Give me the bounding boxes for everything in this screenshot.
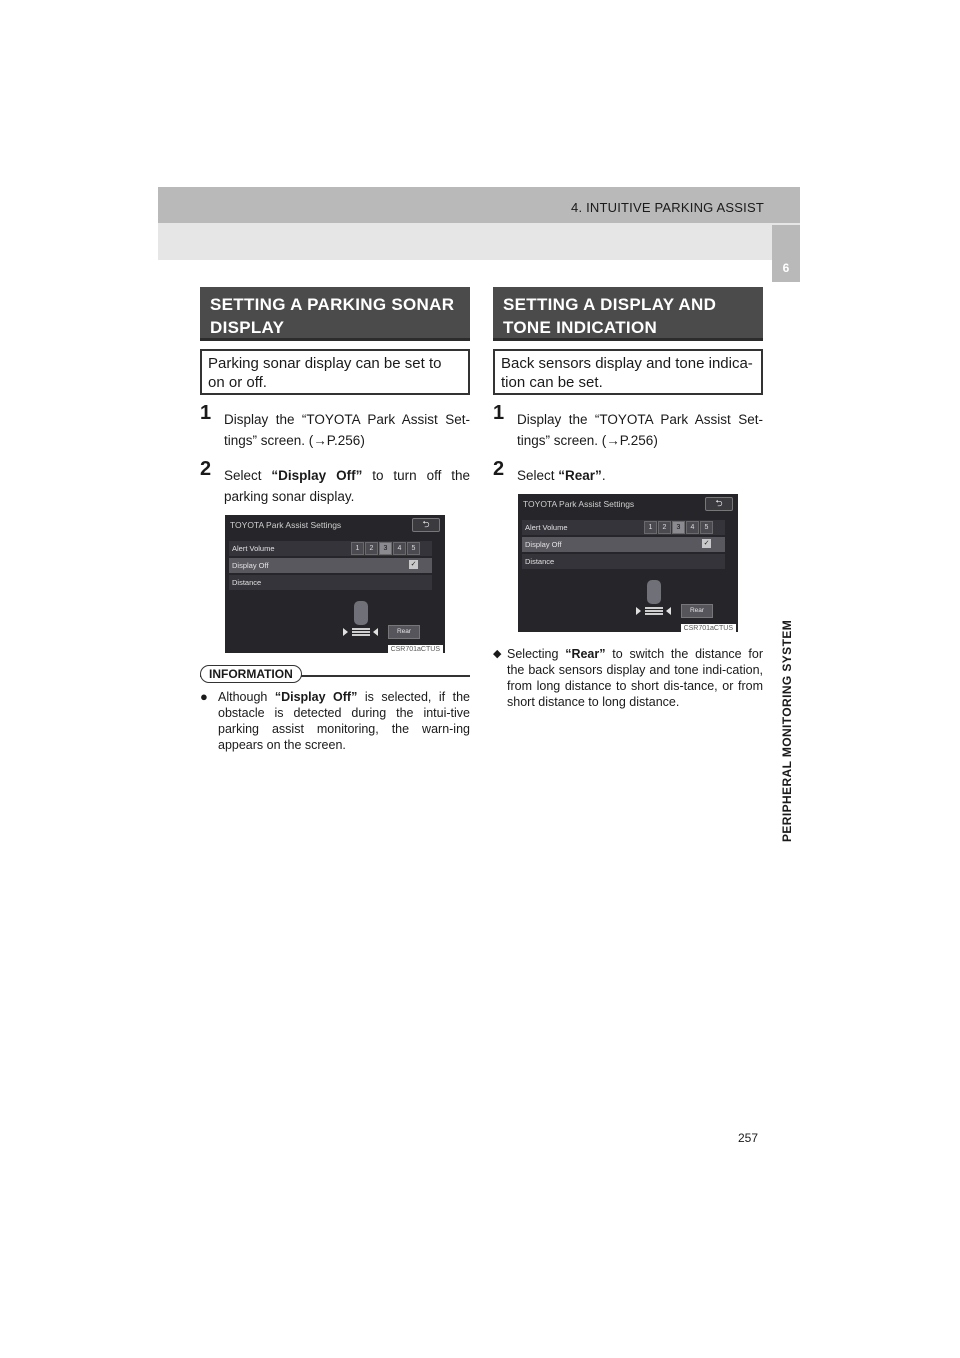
left-column: [200, 287, 470, 753]
rear-button[interactable]: Rear: [681, 604, 713, 618]
note-item: [493, 646, 763, 710]
note-pre: Selecting: [507, 647, 566, 661]
step-text-post: to turn off the parking sonar display.: [224, 468, 470, 504]
right-arrow-icon: [666, 607, 671, 615]
display-off-label: Display Off: [525, 540, 562, 549]
side-tab: [772, 225, 800, 282]
step-text-pre: Select: [517, 468, 559, 483]
header-bar: [158, 187, 800, 223]
section-heading: SETTING A DISPLAY AND TONE INDICATION: [493, 287, 763, 338]
right-arrow-icon: [373, 628, 378, 636]
sensor-bars-icon: [352, 628, 370, 637]
screen-title: TOYOTA Park Assist Settings: [230, 520, 342, 530]
alert-volume-label: Alert Volume: [525, 523, 568, 532]
chapter-number: 6: [782, 261, 790, 275]
step-1: [493, 402, 763, 451]
back-arrow-icon[interactable]: ⮌: [705, 497, 733, 511]
car-icon: [647, 580, 661, 604]
volume-5-button[interactable]: 5: [700, 521, 713, 534]
back-arrow-icon[interactable]: ⮌: [412, 518, 440, 532]
volume-3-button[interactable]: 3: [672, 521, 685, 534]
display-off-label: Display Off: [232, 561, 269, 570]
bullet-icon: ●: [200, 689, 208, 704]
distance-row: [229, 575, 432, 590]
info-bold: “Display Off”: [274, 690, 358, 704]
display-off-row[interactable]: [229, 558, 432, 573]
volume-1-button[interactable]: 1: [644, 521, 657, 534]
step-text-bold: “Rear”: [558, 468, 602, 483]
right-column: [493, 287, 763, 710]
alert-volume-row[interactable]: [229, 541, 432, 556]
distance-label: Distance: [232, 578, 262, 587]
step-number: 1: [200, 402, 212, 424]
note-post: to switch the distance for the back sensors display and tone indi-cation, from long distance to short dis-tance, or from short distance to long distance.: [507, 647, 763, 709]
volume-3-button[interactable]: 3: [379, 542, 392, 555]
step-text-bold: “Display Off”: [271, 468, 363, 483]
volume-5-button[interactable]: 5: [407, 542, 420, 555]
volume-selector[interactable]: [643, 521, 713, 534]
step-text-post: .: [601, 468, 606, 483]
car-icon: [354, 601, 368, 625]
step-2: [493, 458, 763, 486]
information-box: [200, 665, 470, 753]
step-text: Display the “TOYOTA Park Assist Set-tings” screen. (→P.256): [517, 412, 763, 448]
checkbox-icon[interactable]: ✓: [410, 561, 417, 568]
volume-4-button[interactable]: 4: [686, 521, 699, 534]
volume-2-button[interactable]: 2: [365, 542, 378, 555]
volume-1-button[interactable]: 1: [351, 542, 364, 555]
section-heading: SETTING A PARKING SONAR DISPLAY: [200, 287, 470, 338]
intro-box: Parking sonar display can be set to on or off.: [200, 349, 470, 395]
image-code: CSR701aCTUS: [388, 645, 443, 654]
settings-screenshot: [225, 515, 445, 653]
step-1: [200, 402, 470, 451]
checkbox-icon[interactable]: ✓: [703, 540, 710, 547]
distance-row: [522, 554, 725, 569]
step-text-pre: Select: [224, 468, 272, 483]
alert-volume-label: Alert Volume: [232, 544, 275, 553]
display-off-row[interactable]: [522, 537, 725, 552]
information-label: INFORMATION: [200, 665, 302, 683]
intro-box: Back sensors display and tone indica-tion can be set.: [493, 349, 763, 395]
step-text: Display the “TOYOTA Park Assist Set-tings” screen. (→P.256): [224, 412, 470, 448]
info-pre: Although: [218, 690, 275, 704]
info-post: is selected, if the obstacle is detected during the intui-tive parking assist monitoring, the warn-ing appears on the screen.: [218, 690, 470, 752]
alert-volume-row[interactable]: [522, 520, 725, 535]
chapter-title: 4. INTUITIVE PARKING ASSIST: [571, 200, 764, 215]
information-text: [200, 689, 470, 753]
step-number: 2: [493, 458, 505, 480]
step-2: [200, 458, 470, 507]
left-arrow-icon: [343, 628, 348, 636]
image-code: CSR701aCTUS: [681, 624, 736, 633]
rear-button[interactable]: Rear: [388, 625, 420, 639]
screen-title: TOYOTA Park Assist Settings: [523, 499, 635, 509]
note-bold: “Rear”: [565, 647, 606, 661]
volume-4-button[interactable]: 4: [393, 542, 406, 555]
settings-screenshot: [518, 494, 738, 632]
chapter-side-label: PERIPHERAL MONITORING SYSTEM: [780, 619, 794, 842]
volume-selector[interactable]: [350, 542, 420, 555]
sensor-bars-icon: [645, 607, 663, 616]
step-number: 1: [493, 402, 505, 424]
diamond-bullet-icon: ◆: [493, 648, 502, 660]
left-arrow-icon: [636, 607, 641, 615]
step-number: 2: [200, 458, 212, 480]
page-number: 257: [738, 1131, 759, 1145]
distance-label: Distance: [525, 557, 555, 566]
volume-2-button[interactable]: 2: [658, 521, 671, 534]
